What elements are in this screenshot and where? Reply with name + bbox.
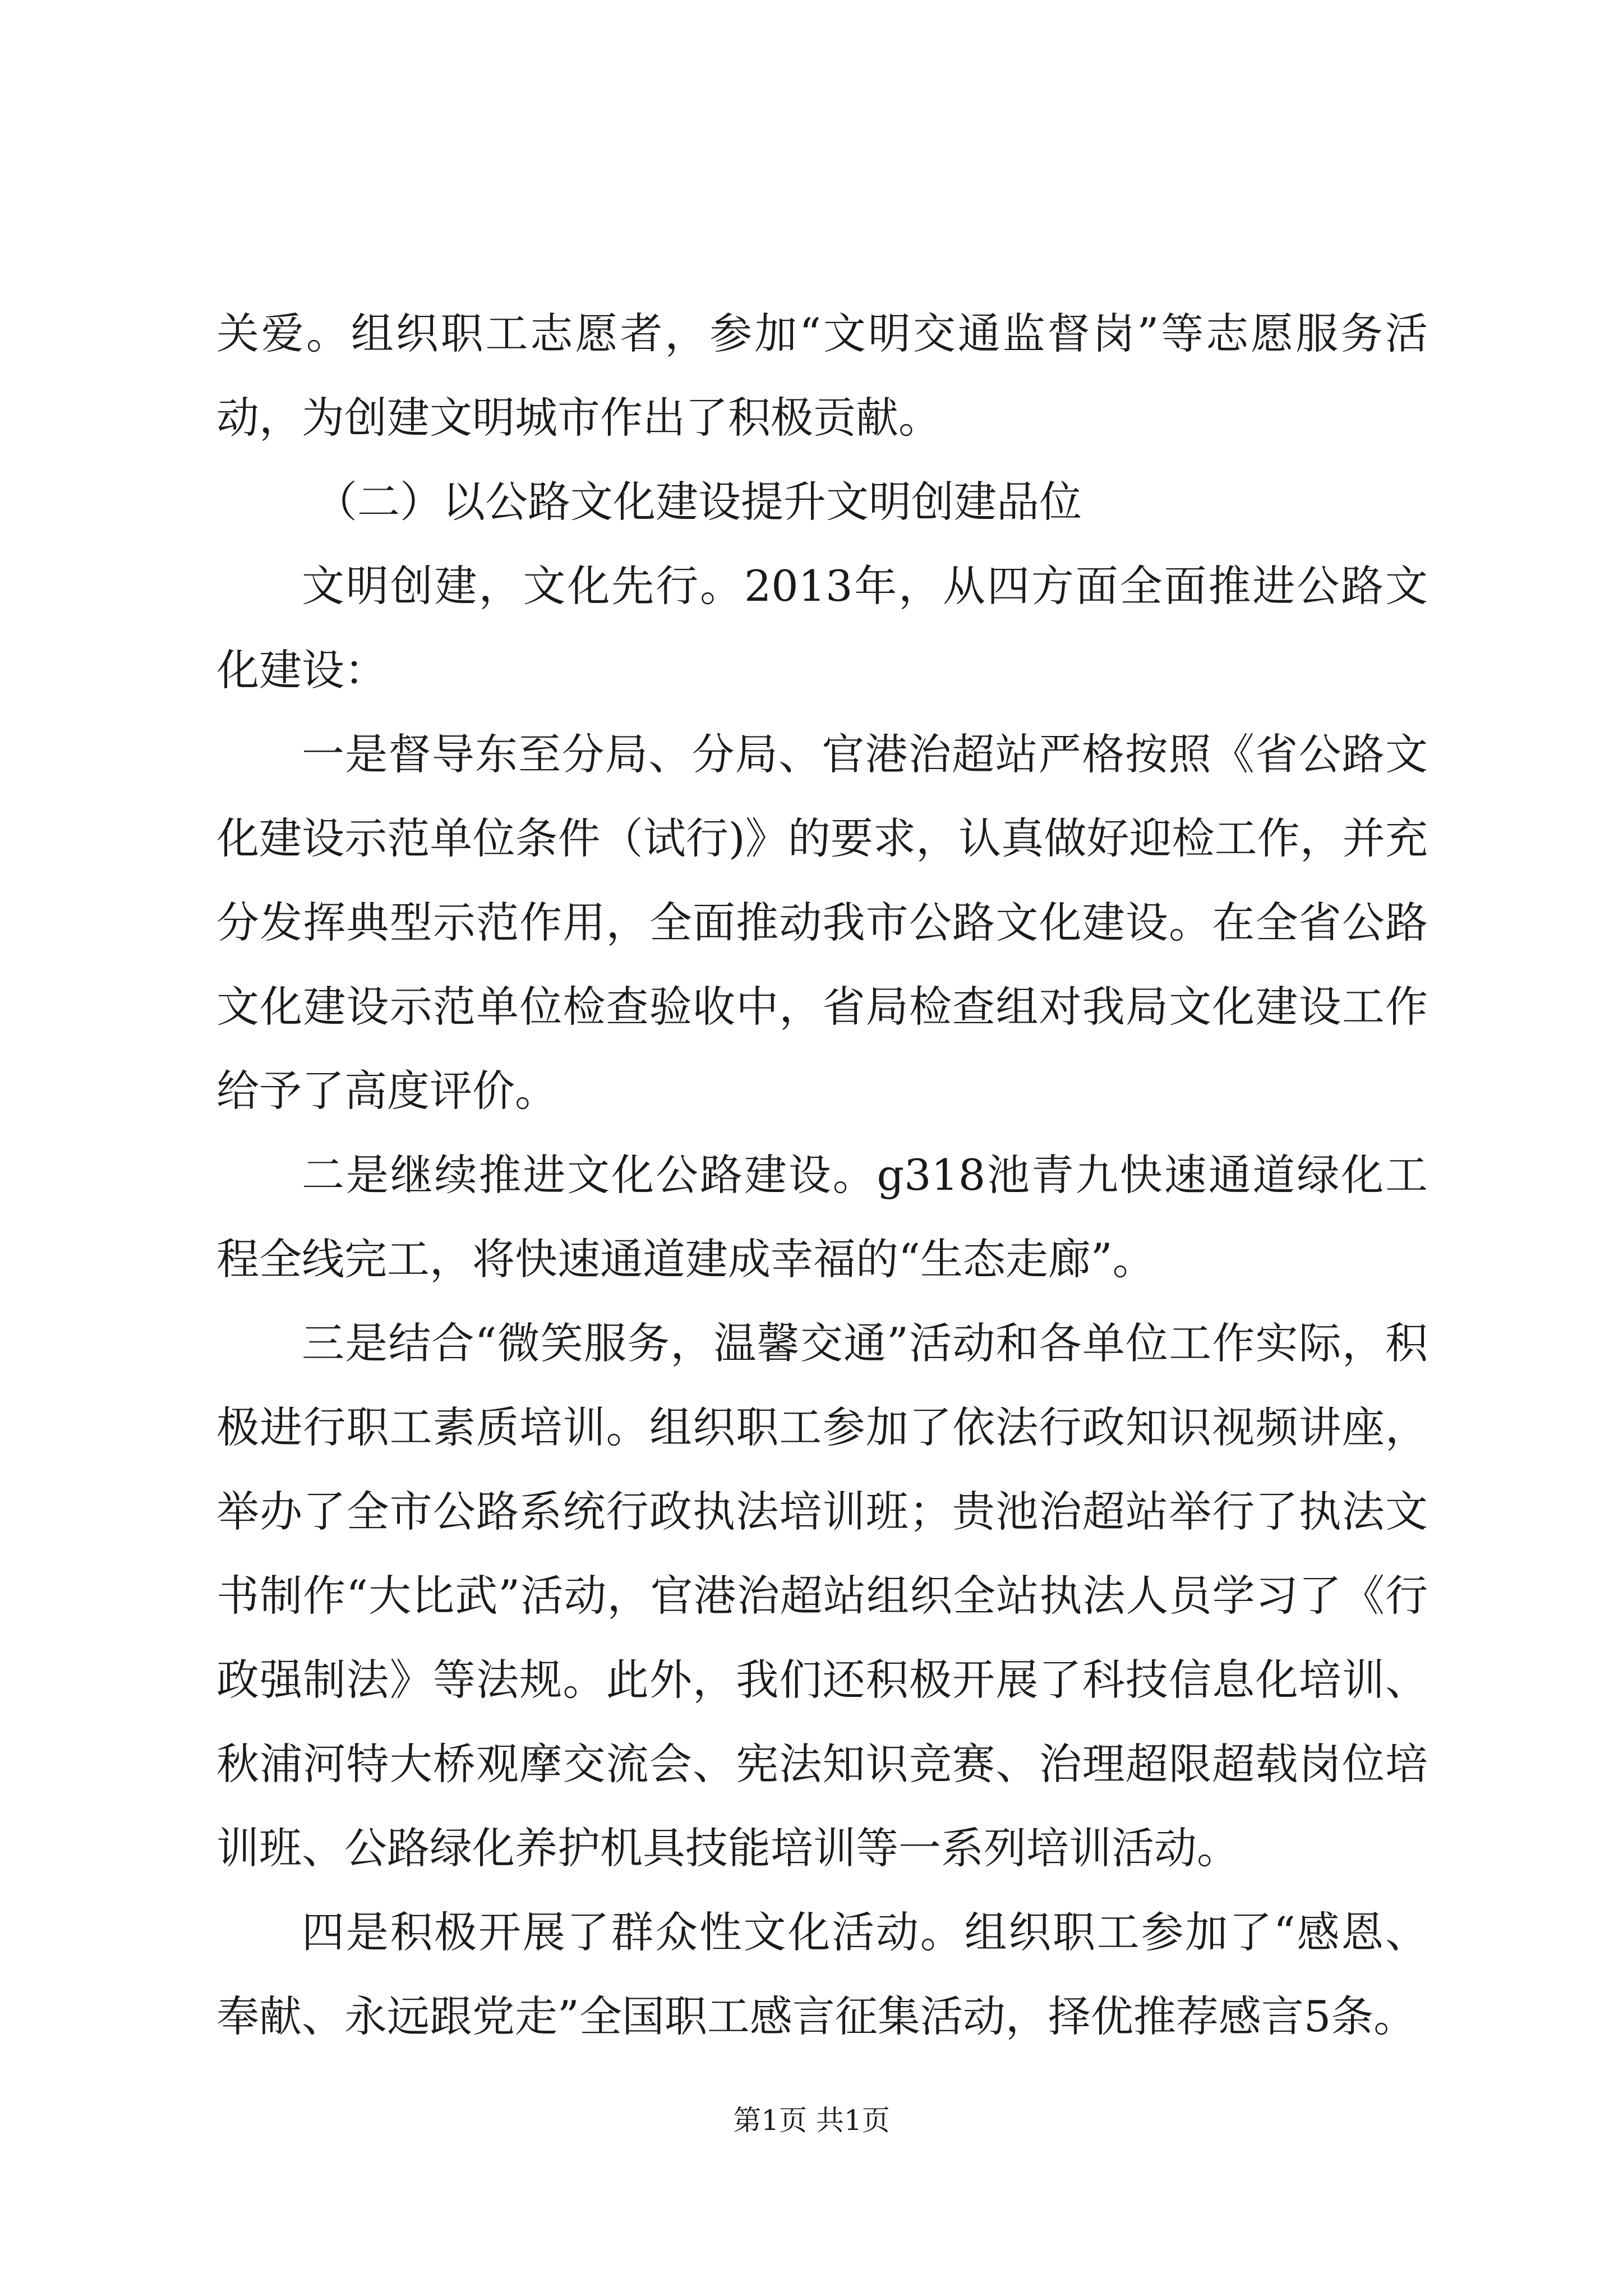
paragraph-item-two: 二是继续推进文化公路建设。g318池青九快速通道绿化工程全线完工，将快速通道建成幸福的“生态走廊”。: [216, 1150, 1428, 1284]
paragraph-continuation: 关爱。组织职工志愿者，参加“文明交通监督岗”等志愿服务活动，为创建文明城市作出了积极贡献。: [216, 309, 1428, 443]
paragraph-item-four: 四是积极开展了群众性文化活动。组织职工参加了“感恩、奉献、永远跟党走”全国职工感言征集活动，择优推荐感言5条。: [216, 1907, 1428, 2041]
paragraph-item-one: 一是督导东至分局、分局、官港治超站严格按照《省公路文化建设示范单位条件（试行)》的要求，认真做好迎检工作，并充分发挥典型示范作用，全面推动我市公路文化建设。在全省公路文化建设示范单位检查验收中，省局检查组对我局文化建设工作给予了高度评价。: [216, 729, 1428, 1116]
page-number-label: 第1页 共1页: [733, 2104, 890, 2137]
paragraph-item-three: 三是结合“微笑服务，温馨交通”活动和各单位工作实际，积极进行职工素质培训。组织职工参加了依法行政知识视频讲座，举办了全市公路系统行政执法培训班；贵池治超站举行了执法文书制作“大比武”活动，官港治超站组织全站执法人员学习了《行政强制法》等法规。此外，我们还积极开展了科技信息化培训、秋浦河特大桥观摩交流会、宪法知识竞赛、治理超限超载岗位培训班、公路绿化养护机具技能培训等一系列培训活动。: [216, 1318, 1428, 1873]
section-heading: （二）以公路文化建设提升文明创建品位: [315, 477, 1082, 527]
page-footer: [0, 2101, 1623, 2140]
document-body: [216, 292, 1428, 2059]
paragraph-intro: 文明创建，文化先行。2013年，从四方面全面推进公路文化建设：: [216, 561, 1428, 695]
